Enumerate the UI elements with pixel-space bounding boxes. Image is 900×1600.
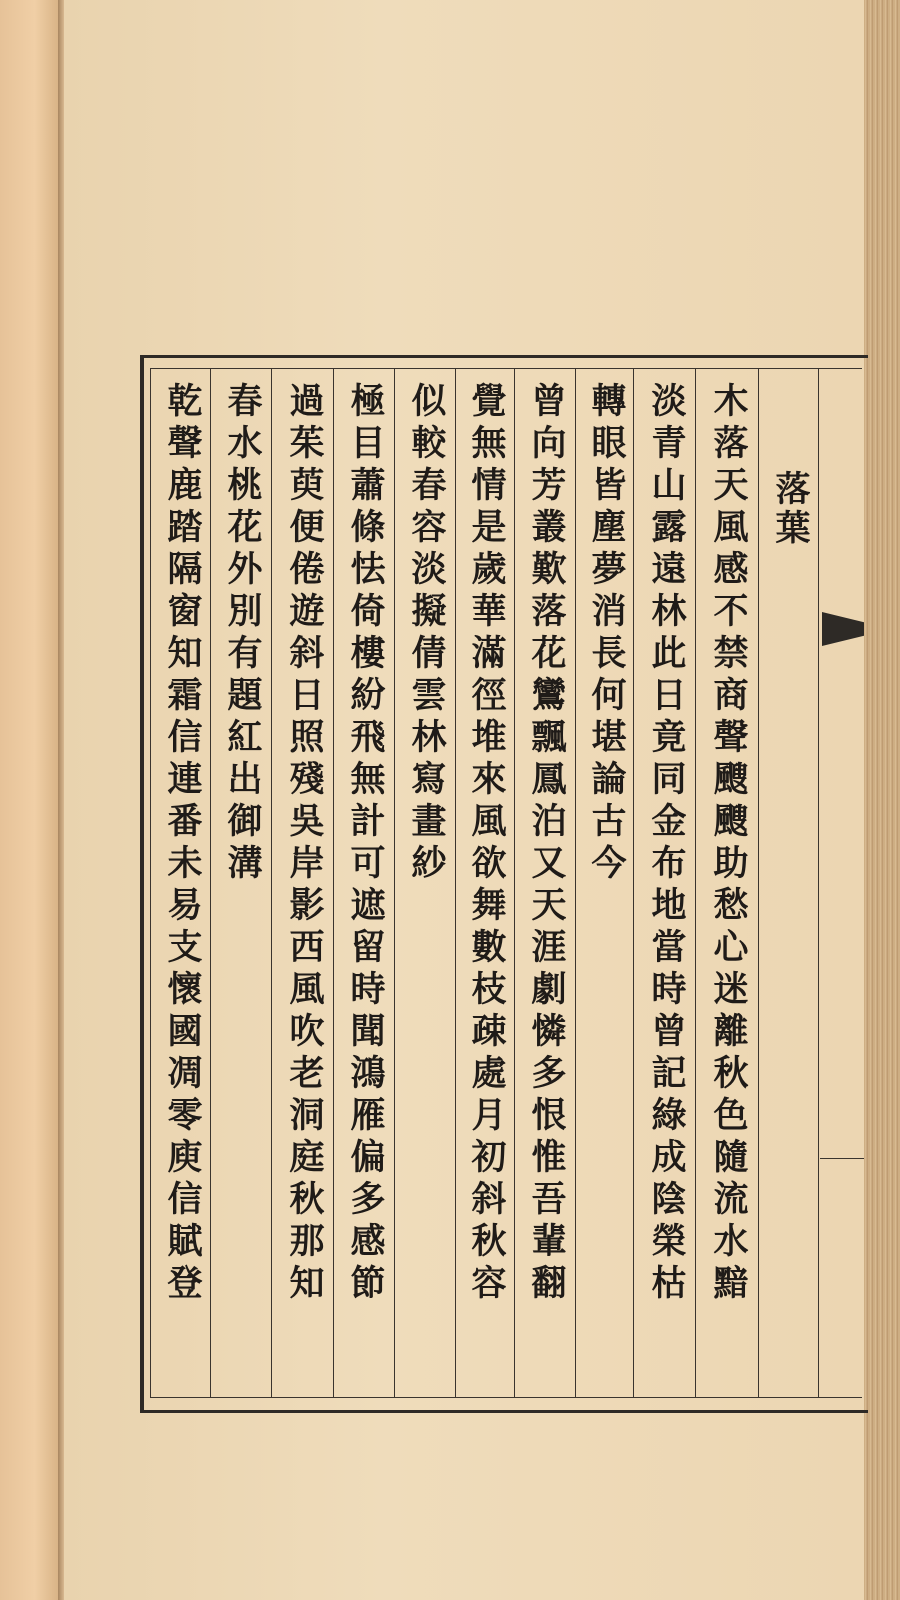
text-column — [335, 382, 395, 1306]
book-binding — [0, 0, 59, 1600]
column-text: 淡青山露遠林此日竟同金布地當時曾記綠成陰榮枯 — [646, 382, 687, 1306]
column-rule — [758, 368, 759, 1398]
column-text: 轉眼皆塵夢消長何堪論古今 — [586, 382, 627, 886]
fold-line — [820, 1158, 864, 1159]
column-text: 木落天風感不禁商聲颼颼助愁心迷離秋色隨流水黯 — [708, 382, 749, 1306]
text-column — [516, 382, 576, 1306]
column-text: 曾向芳叢歎落花鸞飄鳳泊又天涯劇憐多恨惟吾輩翻 — [526, 382, 567, 1306]
column-text: 春水桃花外別有題紅出御溝 — [222, 382, 263, 886]
text-column — [456, 382, 516, 1306]
text-column — [396, 382, 456, 886]
text-column — [274, 382, 334, 1306]
text-column — [576, 382, 636, 886]
column-text: 覺無情是歲華滿徑堆來風欲舞數枝疎處月初斜秋容 — [466, 382, 507, 1306]
column-text: 極目蕭條怯倚樓紛飛無計可遮留時聞鴻雁偏多感節 — [345, 382, 386, 1306]
poem-title — [760, 470, 820, 548]
page-edges — [864, 0, 900, 1600]
text-column — [636, 382, 696, 1306]
text-column — [212, 382, 272, 886]
poem-title-text: 落葉 — [770, 470, 811, 548]
text-column — [698, 382, 758, 1306]
column-text: 似較春容淡擬倩雲林寫畫紗 — [406, 382, 447, 886]
column-text: 乾聲鹿踏隔窗知霜信連番未易支懷國凋零庾信賦登 — [162, 382, 203, 1306]
column-text: 過茱萸便倦遊斜日照殘吳岸影西風吹老洞庭秋那知 — [284, 382, 325, 1306]
text-column — [152, 382, 212, 1306]
